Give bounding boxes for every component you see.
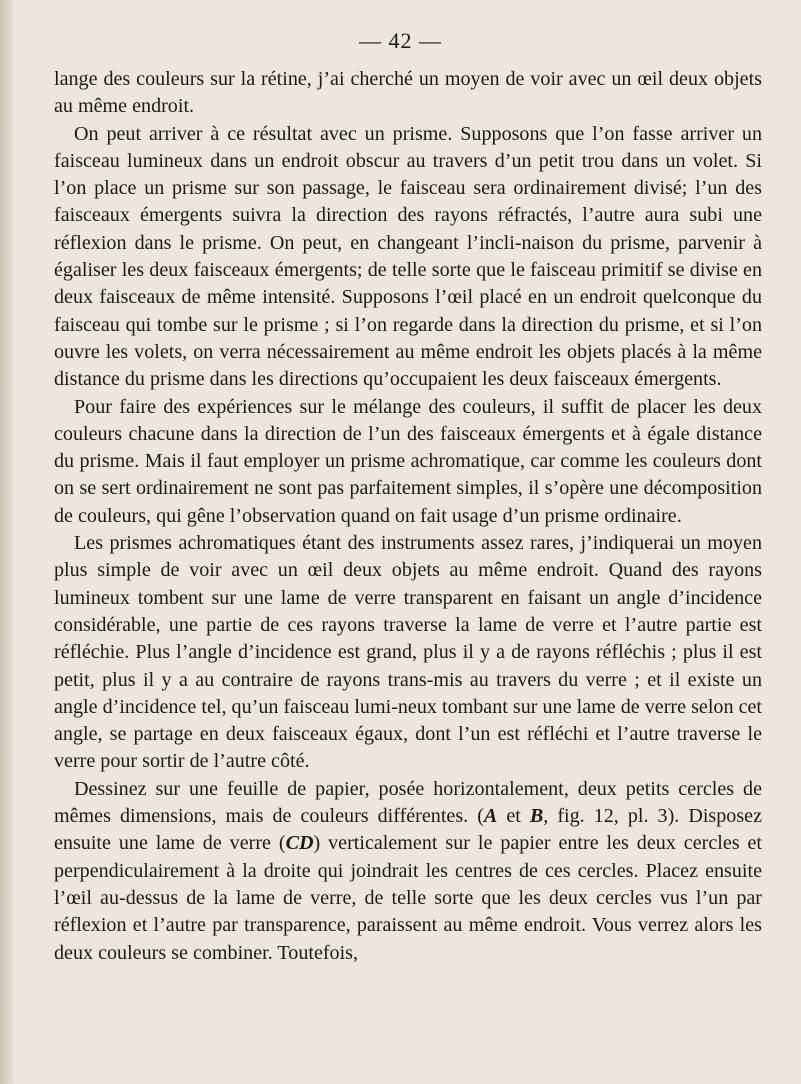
- page-spine-shadow: [0, 0, 16, 1084]
- figure-ref-a: A: [483, 805, 498, 828]
- figure-ref-cd: CD: [285, 832, 314, 855]
- paragraph-color-experiments: Pour faire des expériences sur le mélange des couleurs, il suffit de placer les deux couleurs chacune dans la direction de l’un des faisceaux émergents et à égale distance du prisme. Mais il faut employer un prisme achromatique, car comme les couleurs dont on se sert ordinairement ne sont pas parfaitement simples, il s’opère une décomposition de couleurs, qui gêne l’observation quand on fait usage d’un prisme ordinaire.: [54, 395, 762, 527]
- page-number: — 42 —: [359, 28, 442, 53]
- paragraph-prism-method: On peut arriver à ce résultat avec un prisme. Supposons que l’on fasse arriver un faisceau lumineux dans un endroit obscur au travers d’un petit trou dans un volet. Si l’on place un prisme sur son passage, le faisceau sera ordinairement divisé; l’un des faisceaux émergents suivra la direction des rayons réfractés, l’autre aura subi une réflexion dans le prisme. On peut, en changeant l’incli-naison du prisme, parvenir à égaliser les deux faisceaux émergents; de telle sorte que le faisceau primitif se divise en deux faisceaux de même intensité. Supposons l’œil placé en un endroit quelconque du faisceau qui tombe sur le prisme ; si l’on regarde dans la direction du prisme, et si l’on ouvre les volets, on verra nécessairement au même endroit les objets placés à la même distance du prisme dans les directions qu’occupaient les deux faisceaux émergents.: [54, 122, 762, 391]
- text-segment: Dessinez sur une feuille de papier, posée horizontalement, deux petits cercles de mêmes dimensions, mais de couleurs différentes. (: [54, 777, 762, 828]
- paragraph-glass-plate: Les prismes achromatiques étant des instruments assez rares, j’indiquerai un moyen plus simple de voir avec un œil deux objets au même endroit. Quand des rayons lumineux tombent sur une lame de verre transparent en faisant un angle d’incidence considérable, une partie de ces rayons traverse la lame de verre et l’autre partie est réfléchie. Plus l’angle d’incidence est grand, plus il y a de rayons réfléchis ; plus il est petit, plus il y a au contraire de rayons trans-mis au travers du verre ; et il existe un angle d’incidence tel, qu’un faisceau lumi-neux tombant sur une lame de verre selon cet angle, se partage en deux faisceaux égaux, dont l’un est réfléchi et l’autre traverse le verre pour sortir de l’autre côté.: [54, 532, 762, 773]
- body-text: [54, 66, 762, 967]
- figure-ref-b: B: [529, 805, 544, 828]
- text-segment: ) verticalement sur le papier entre les deux cercles et perpendiculairement à la droite qui joindrait les centres de ces cercles. Placez ensuite l’œil au-dessus de la lame de verre, de telle sorte que les deux cercles vus l’un par réflexion et l’autre par transparence, paraissent au même endroit. Vous verrez alors les deux couleurs se combiner. Toutefois,: [54, 832, 762, 964]
- paragraph-drawing-instructions: [54, 776, 762, 967]
- text-segment: , fig. 12, pl. 3). Disposez ensuite une lame de verre (: [54, 805, 762, 855]
- paragraph-continued: lange des couleurs sur la rétine, j’ai cherché un moyen de voir avec un œil deux objets au même endroit.: [54, 68, 762, 118]
- text-segment: et: [497, 805, 530, 828]
